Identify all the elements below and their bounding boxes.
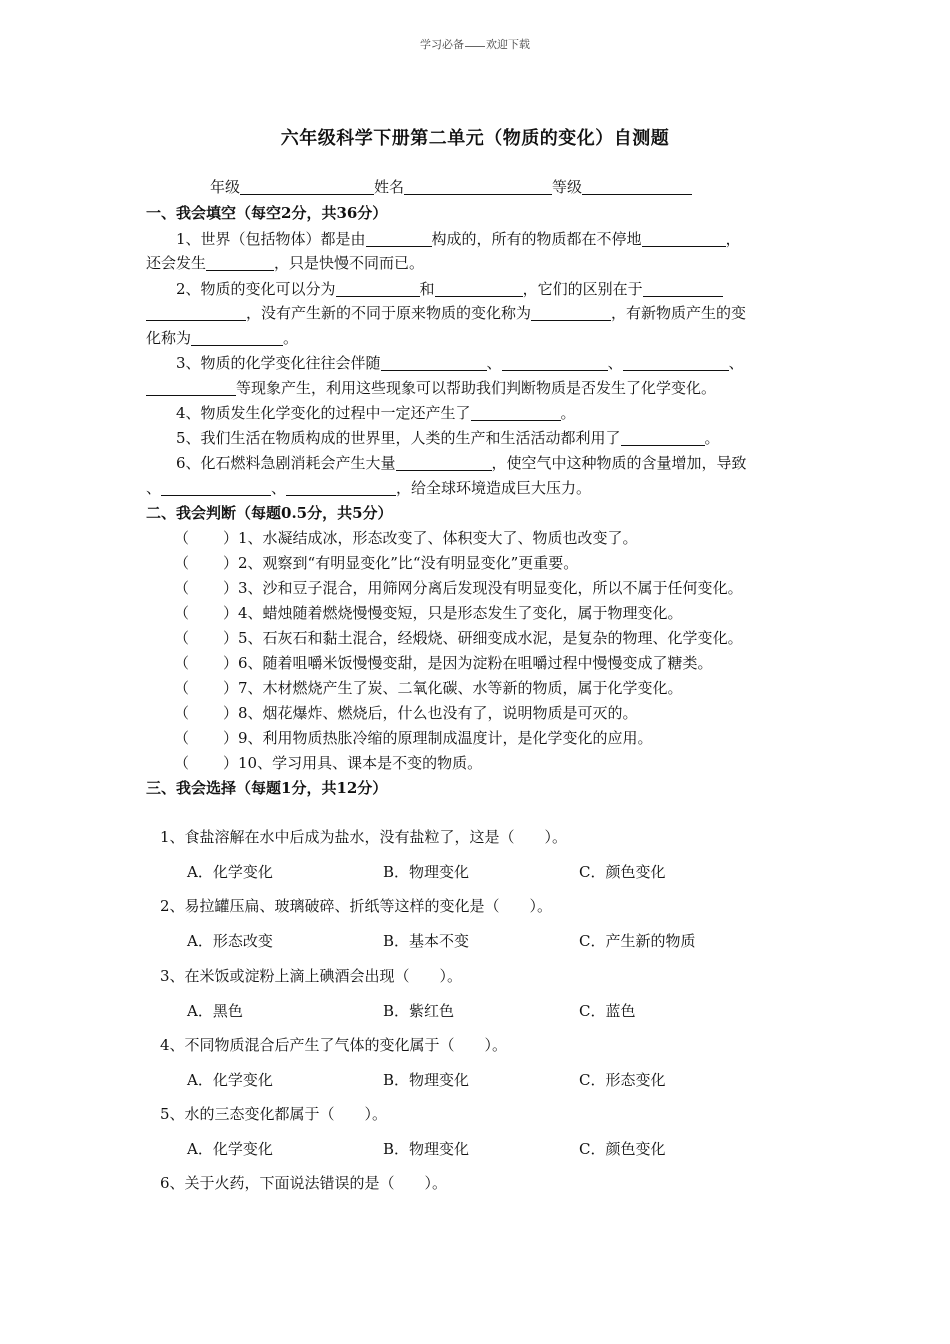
judge-item-8	[174, 702, 638, 723]
fill-q1-text-d: 还会发生	[146, 254, 207, 272]
fill-q6-line1	[176, 452, 747, 473]
judge-item-9	[174, 727, 653, 748]
judge-item-1	[174, 527, 638, 548]
judge-answer-paren[interactable]: （	[174, 604, 190, 622]
header-gap	[465, 46, 485, 47]
judge-item-text: ）1、水凝结成冰，形态改变了、体积变大了、物质也改变了。	[223, 529, 638, 547]
fill-q6-text-a: 6、化石燃料急剧消耗会产生大量	[176, 454, 396, 472]
fill-q3-text-b: 、	[486, 354, 502, 372]
fill-blank[interactable]	[286, 479, 396, 496]
fill-q6-text-c: 、	[146, 479, 162, 497]
fill-q1-text-c: ，	[725, 230, 741, 248]
fill-blank[interactable]	[161, 479, 271, 496]
fill-q3-text-d: 、	[728, 354, 744, 372]
fill-blank[interactable]	[206, 254, 274, 271]
fill-q5-text-a: 5、我们生活在物质构成的世界里，人类的生产和生活活动都利用了	[176, 429, 621, 447]
choice-q6: 6、关于火药，下面说法错误的是（ ）。	[160, 1174, 448, 1192]
name-blank[interactable]	[404, 178, 552, 195]
fill-q6-line2	[146, 477, 591, 498]
fill-q3-line1	[176, 352, 744, 373]
fill-blank[interactable]	[146, 304, 246, 321]
fill-q2-line2	[146, 302, 746, 323]
fill-q3-text-c: 、	[607, 354, 623, 372]
choice-q1: 1、食盐溶解在水中后成为盐水，没有盐粒了，这是（ ）。	[160, 828, 568, 846]
judge-item-text: ）7、木材燃烧产生了炭、二氧化碳、水等新的物质，属于化学变化。	[223, 679, 683, 697]
fill-q1-text-a: 1、世界（包括物体）都是由	[176, 230, 366, 248]
fill-q3-text-a: 3、物质的化学变化往往会伴随	[176, 354, 381, 372]
choice-q2: 2、易拉罐压扁、玻璃破碎、折纸等这样的变化是（ ）。	[160, 897, 553, 915]
fill-q2-text-e: ，有新物质产生的变	[611, 304, 747, 322]
fill-blank[interactable]	[336, 280, 420, 297]
choice-section-heading: 三、我会选择（每题1分，共12分）	[146, 779, 388, 797]
fill-blank[interactable]	[146, 379, 236, 396]
fill-q6-text-e: ，给全球环境造成巨大压力。	[396, 479, 592, 497]
judge-item-text: ）8、烟花爆炸、燃烧后，什么也没有了，说明物质是可灭的。	[223, 704, 638, 722]
choice-q4-option-a[interactable]: A．化学变化	[187, 1071, 273, 1089]
fill-q1-line2	[146, 252, 424, 273]
fill-blank[interactable]	[366, 230, 432, 247]
choice-q5: 5、水的三态变化都属于（ ）。	[160, 1105, 388, 1123]
choice-q2-option-b[interactable]: B．基本不变	[383, 932, 470, 950]
judge-item-3	[174, 577, 743, 598]
choice-q1-option-c[interactable]: C．颜色变化	[579, 863, 666, 881]
judge-answer-paren[interactable]: （	[174, 579, 190, 597]
judge-item-6	[174, 652, 713, 673]
fill-q4	[176, 402, 576, 423]
fill-q3-text-e: 等现象产生，利用这些现象可以帮助我们判断物质是否发生了化学变化。	[236, 379, 717, 397]
student-info-row	[210, 176, 692, 197]
fill-q2-line3	[146, 327, 298, 348]
choice-q1-option-a[interactable]: A．化学变化	[187, 863, 273, 881]
fill-q2-line1	[176, 278, 723, 299]
name-label: 姓名	[374, 178, 405, 196]
fill-blank[interactable]	[471, 404, 561, 421]
choice-q3-option-a[interactable]: A．黑色	[187, 1002, 243, 1020]
fill-q5	[176, 427, 720, 448]
choice-q3-option-b[interactable]: B．紫红色	[383, 1002, 455, 1020]
judge-answer-paren[interactable]: （	[174, 679, 190, 697]
judge-answer-paren[interactable]: （	[174, 704, 190, 722]
judge-item-2	[174, 552, 578, 573]
fill-q2-text-f: 化称为	[146, 329, 192, 347]
judge-answer-paren[interactable]: （	[174, 529, 190, 547]
fill-blank[interactable]	[502, 354, 608, 371]
fill-q2-text-b: 和	[419, 280, 435, 298]
fill-blank[interactable]	[396, 454, 492, 471]
choice-q2-option-c[interactable]: C．产生新的物质	[579, 932, 696, 950]
judge-answer-paren[interactable]: （	[174, 754, 190, 772]
choice-q4-option-c[interactable]: C．形态变化	[579, 1071, 666, 1089]
fill-blank[interactable]	[643, 280, 723, 297]
fill-blank[interactable]	[531, 304, 611, 321]
fill-blank[interactable]	[435, 280, 523, 297]
judge-item-4	[174, 602, 683, 623]
judge-item-text: ）10、学习用具、课本是不变的物质。	[223, 754, 483, 772]
fill-q5-text-b: 。	[704, 429, 720, 447]
fill-section-heading: 一、我会填空（每空2分，共36分）	[146, 204, 388, 222]
judge-item-text: ）4、蜡烛随着燃烧慢慢变短，只是形态发生了变化，属于物理变化。	[223, 604, 683, 622]
fill-blank[interactable]	[642, 230, 726, 247]
page-header	[0, 36, 950, 52]
choice-q5-option-c[interactable]: C．颜色变化	[579, 1140, 666, 1158]
choice-q5-option-b[interactable]: B．物理变化	[383, 1140, 470, 1158]
judge-item-text: ）6、随着咀嚼米饭慢慢变甜，是因为淀粉在咀嚼过程中慢慢变成了糖类。	[223, 654, 713, 672]
choice-q3-option-c[interactable]: C．蓝色	[579, 1002, 636, 1020]
fill-q4-text-b: 。	[560, 404, 576, 422]
judge-item-text: ）2、观察到“有明显变化”比“没有明显变化”更重要。	[223, 554, 579, 572]
header-right-text: 欢迎下载	[486, 38, 530, 51]
choice-q3: 3、在米饭或淀粉上滴上碘酒会出现（ ）。	[160, 967, 463, 985]
judge-answer-paren[interactable]: （	[174, 654, 190, 672]
fill-q6-text-b: ，使空气中这种物质的含量增加，导致	[491, 454, 747, 472]
judge-section-heading: 二、我会判断（每题0.5分，共5分）	[146, 504, 393, 522]
page-title: 六年级科学下册第二单元（物质的变化）自测题	[280, 128, 670, 149]
choice-q4-option-b[interactable]: B．物理变化	[383, 1071, 470, 1089]
fill-q4-text-a: 4、物质发生化学变化的过程中一定还产生了	[176, 404, 471, 422]
judge-item-10	[174, 752, 482, 773]
fill-q2-text-g: 。	[283, 329, 299, 347]
judge-item-5	[174, 627, 743, 648]
choice-q2-option-a[interactable]: A．形态改变	[187, 932, 273, 950]
judge-item-text: ）5、石灰石和黏土混合，经煅烧、研细变成水泥，是复杂的物理、化学变化。	[223, 629, 743, 647]
grade-blank[interactable]	[240, 178, 374, 195]
grade-label: 年级	[210, 178, 241, 196]
choice-q5-option-a[interactable]: A．化学变化	[187, 1140, 273, 1158]
fill-q2-text-c: ，它们的区别在于	[522, 280, 643, 298]
fill-q1-text-b: 构成的，所有的物质都在不停地	[431, 230, 642, 248]
level-label: 等级	[552, 178, 583, 196]
judge-item-7	[174, 677, 683, 698]
choice-q4: 4、不同物质混合后产生了气体的变化属于（ ）。	[160, 1036, 508, 1054]
judge-item-text: ）9、利用物质热胀冷缩的原理制成温度计，是化学变化的应用。	[223, 729, 653, 747]
fill-q2-text-a: 2、物质的变化可以分为	[176, 280, 336, 298]
fill-blank[interactable]	[381, 354, 487, 371]
choice-q1-option-b[interactable]: B．物理变化	[383, 863, 470, 881]
fill-blank[interactable]	[623, 354, 729, 371]
header-left-text: 学习必备	[420, 38, 464, 51]
fill-q1-text-e: ，只是快慢不同而已。	[274, 254, 425, 272]
fill-blank[interactable]	[621, 429, 705, 446]
fill-q1-line1	[176, 228, 741, 249]
judge-answer-paren[interactable]: （	[174, 554, 190, 572]
judge-answer-paren[interactable]: （	[174, 729, 190, 747]
fill-q2-text-d: ，没有产生新的不同于原来物质的变化称为	[246, 304, 532, 322]
judge-answer-paren[interactable]: （	[174, 629, 190, 647]
fill-blank[interactable]	[191, 329, 283, 346]
level-blank[interactable]	[582, 178, 692, 195]
judge-item-text: ）3、沙和豆子混合，用筛网分离后发现没有明显变化，所以不属于任何变化。	[223, 579, 743, 597]
fill-q3-line2	[146, 377, 716, 398]
fill-q6-text-d: 、	[271, 479, 287, 497]
